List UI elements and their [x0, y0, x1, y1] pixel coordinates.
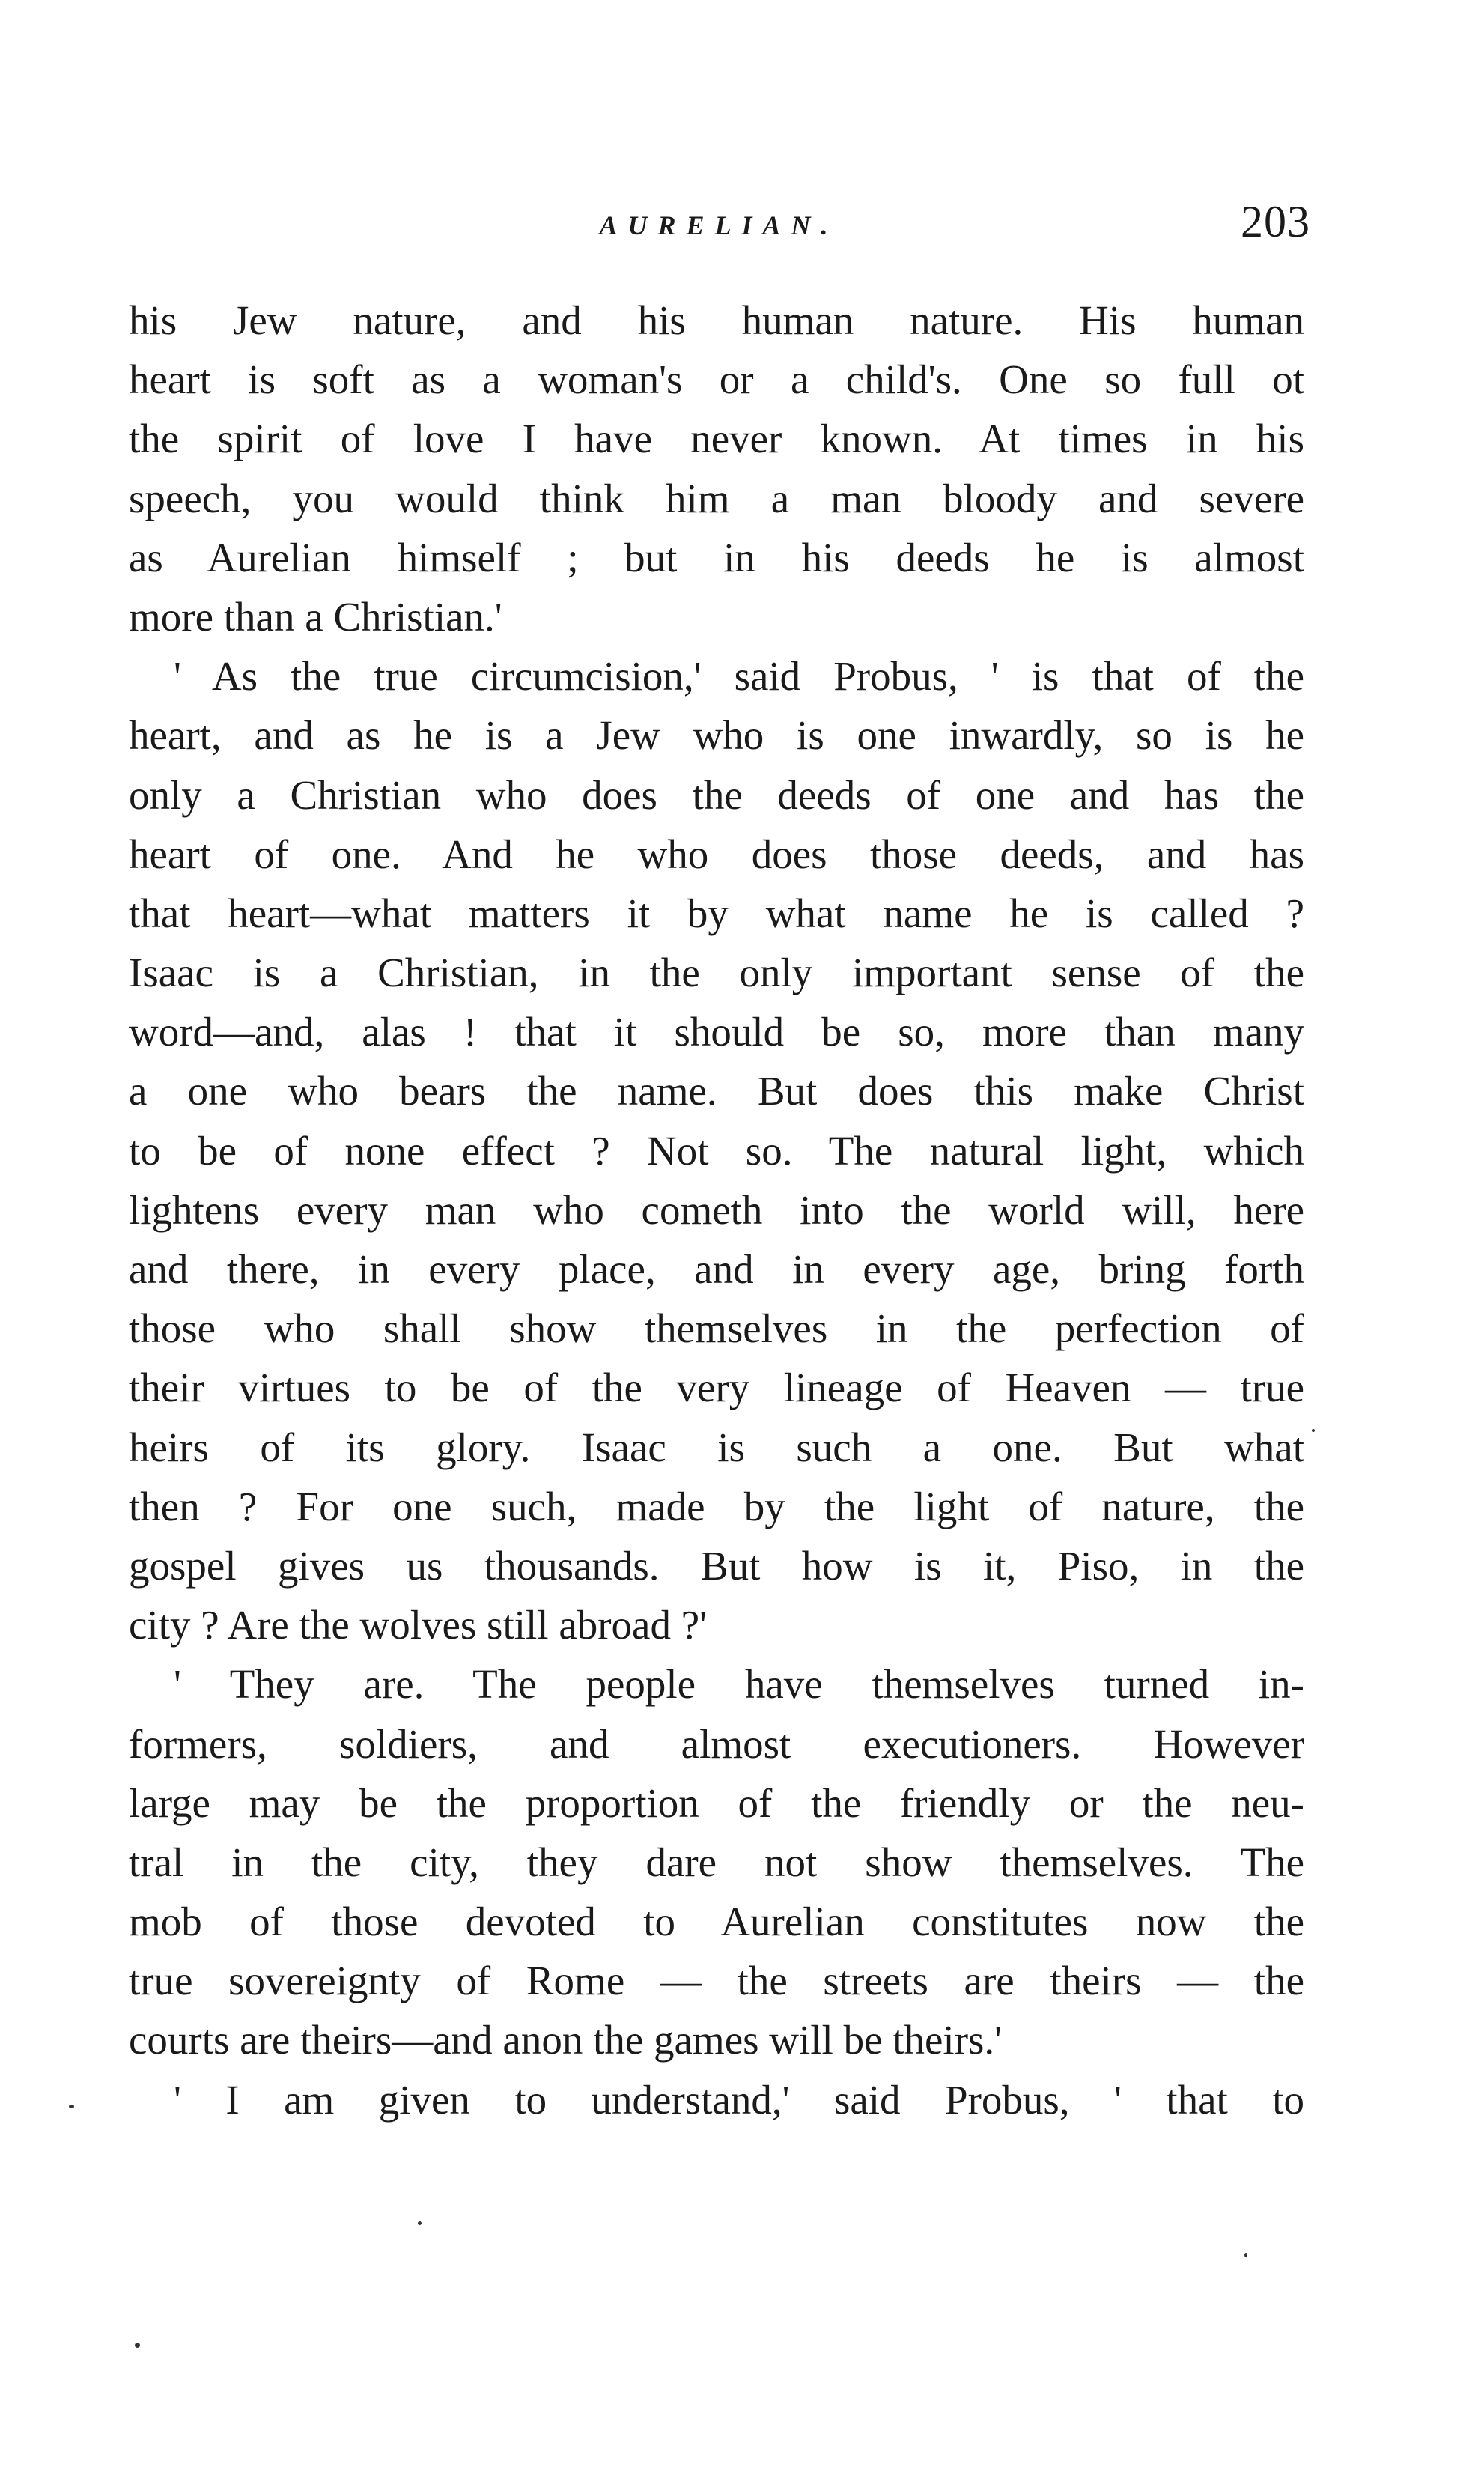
text-line: city ? Are the wolves still abroad ?'	[129, 1602, 708, 1648]
text-line: then ? For one such, made by the light of nature, the	[129, 1483, 1304, 1529]
text-line: lightens every man who cometh into the world will, here	[129, 1186, 1304, 1233]
text-line: those who shall show themselves in the perfection of	[129, 1305, 1304, 1352]
text-line: mob of those devoted to Aurelian constitutes now the	[129, 1899, 1304, 1945]
running-head	[127, 196, 1310, 256]
text-line: tral in the city, they dare not show themselves. The	[129, 1839, 1304, 1885]
text-line: speech, you would think him a man bloody and severe	[129, 475, 1304, 521]
text-line: their virtues to be of the very lineage of Heaven — true	[129, 1365, 1304, 1411]
text-line: Isaac is a Christian, in the only important sense of the	[129, 950, 1304, 996]
text-line: large may be the proportion of the friendly or the neu-	[129, 1779, 1304, 1826]
text-line: formers, soldiers, and almost executioners. However	[129, 1720, 1304, 1767]
text-line: gospel gives us thousands. But how is it, Piso, in the	[129, 1542, 1304, 1589]
scan-speck	[135, 2343, 140, 2348]
text-line: only a Christian who does the deeds of one and has the	[129, 771, 1304, 818]
scan-speck	[418, 2221, 422, 2225]
text-line: heart of one. And he who does those deeds, and has	[129, 831, 1304, 877]
scan-speck	[1312, 1429, 1315, 1432]
body-text	[129, 291, 1304, 2129]
text-line: heart, and as he is a Jew who is one inwardly, so is he	[129, 712, 1304, 759]
text-line: more than a Christian.'	[129, 593, 502, 640]
text-line: ' As the true circumcision,' said Probus, ' is that of the	[174, 653, 1304, 700]
text-line: ' I am given to understand,' said Probus, ' that to	[174, 2076, 1304, 2123]
text-line: courts are theirs—and anon the games will be theirs.'	[129, 2017, 1003, 2063]
text-line: true sovereignty of Rome — the streets are theirs — the	[129, 1958, 1304, 2004]
text-line: that heart—what matters it by what name he is called ?	[129, 890, 1304, 936]
text-line: as Aurelian himself ; but in his deeds he is almost	[129, 534, 1304, 580]
running-title: AURELIAN.	[599, 210, 839, 240]
text-line: to be of none effect ? Not so. The natural light, which	[129, 1127, 1304, 1174]
scan-speck	[1244, 2253, 1247, 2257]
text-line: heirs of its glory. Isaac is such a one. But what	[129, 1424, 1304, 1470]
text-line: heart is soft as a woman's or a child's. One so full ot	[129, 356, 1304, 403]
text-line: his Jew nature, and his human nature. His human	[129, 297, 1304, 343]
text-line: and there, in every place, and in every age, bring forth	[129, 1246, 1304, 1292]
text-line: word—and, alas ! that it should be so, more than many	[129, 1009, 1304, 1055]
text-line: the spirit of love I have never known. At times in his	[129, 416, 1304, 462]
text-line: ' They are. The people have themselves turned in-	[174, 1661, 1304, 1708]
text-line: a one who bears the name. But does this make Christ	[129, 1068, 1304, 1114]
scan-speck	[69, 2105, 74, 2108]
page-number: 203	[1241, 197, 1310, 246]
